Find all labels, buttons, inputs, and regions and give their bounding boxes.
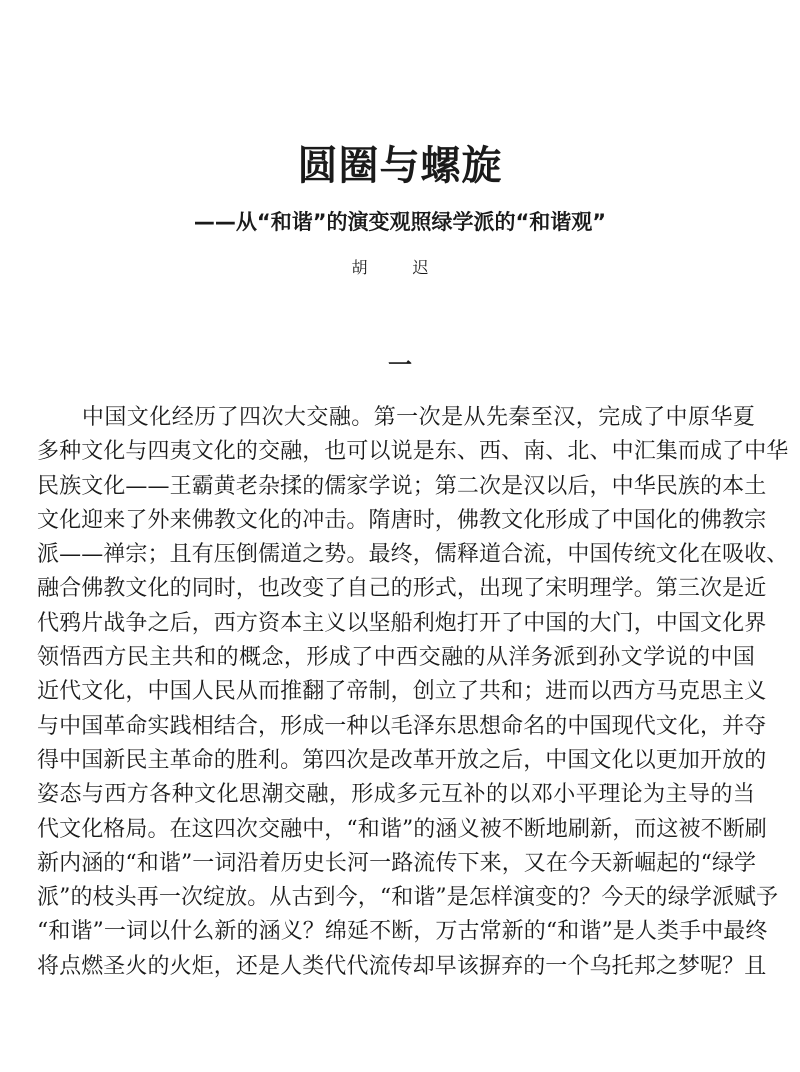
text-line: 多种文化与四夷文化的交融，也可以说是东、西、南、北、中汇集而成了中华 bbox=[37, 439, 789, 465]
section-number: 一 bbox=[388, 350, 412, 379]
text-line: 与中国革命实践相结合，形成一种以毛泽东思想命名的中国现代文化，并夺 bbox=[37, 713, 767, 739]
text-line: 文化迎来了外来佛教文化的冲击。隋唐时，佛教文化形成了中国化的佛教宗 bbox=[37, 507, 767, 533]
text-line: 得中国新民主革命的胜利。第四次是改革开放之后，中国文化以更加开放的 bbox=[37, 747, 767, 773]
text-line: 姿态与西方各种文化思潮交融，形成多元互补的以邓小平理论为主导的当 bbox=[37, 782, 755, 808]
text-line: 新内涵的“和谐”一词沿着历史长河一路流传下来，又在今天新崛起的“绿学 bbox=[37, 850, 757, 876]
text-line: 将点燃圣火的火炬，还是人类代代流传却早该摒弃的一个乌托邦之梦呢？且 bbox=[37, 953, 767, 979]
article-author: 胡 迟 bbox=[351, 258, 449, 277]
body-paragraph bbox=[37, 401, 789, 984]
text-line: 派——禅宗；且有压倒儒道之势。最终，儒释道合流，中国传统文化在吸收、 bbox=[37, 542, 789, 568]
text-line: 民族文化——王霸黄老杂揉的儒家学说；第二次是汉以后，中华民族的本土 bbox=[37, 473, 767, 499]
text-line: “和谐”一词以什么新的涵义？绵延不断，万古常新的“和谐”是人类手中最终 bbox=[37, 919, 768, 945]
article-title: 圆圈与螺旋 bbox=[297, 142, 503, 189]
text-line: 融合佛教文化的同时，也改变了自己的形式，出现了宋明理学。第三次是近 bbox=[37, 576, 767, 602]
article-subtitle: ——从“和谐”的演变观照绿学派的“和谐观” bbox=[193, 210, 607, 234]
text-line: 派”的枝头再一次绽放。从古到今，“和谐”是怎样演变的？今天的绿学派赋予 bbox=[37, 885, 779, 911]
text-line: 代文化格局。在这四次交融中，“和谐”的涵义被不断地刷新，而这被不断刷 bbox=[37, 816, 767, 842]
text-line: 领悟西方民主共和的概念，形成了中西交融的从洋务派到孙文学说的中国 bbox=[37, 645, 755, 671]
text-line: 中国文化经历了四次大交融。第一次是从先秦至汉，完成了中原华夏 bbox=[37, 405, 755, 430]
text-line: 代鸦片战争之后，西方资本主义以坚船利炮打开了中国的大门，中国文化界 bbox=[37, 610, 767, 636]
text-line: 近代文化，中国人民从而推翻了帝制，创立了共和；进而以西方马克思主义 bbox=[37, 679, 767, 705]
